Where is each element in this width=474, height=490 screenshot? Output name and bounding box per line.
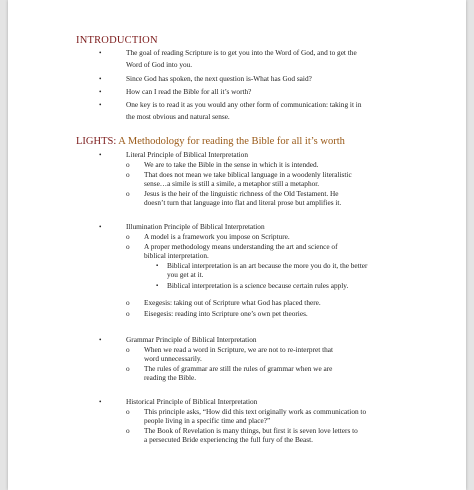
circle-marker: o — [126, 364, 130, 373]
lights-heading — [76, 136, 345, 147]
section-title-grammar: Grammar Principle of Biblical Interpretation — [126, 335, 257, 344]
circle-marker: o — [126, 160, 130, 169]
circle-marker: o — [126, 407, 130, 416]
bullet-marker: • — [99, 398, 102, 406]
circle-marker: o — [126, 242, 130, 251]
historical-item-1-line-1: This principle asks, “How did this text originally work as communication to — [144, 407, 367, 416]
illumination-subitem-1-line-2: you get at it. — [167, 270, 204, 279]
intro-bullet-4-line-2: the most obvious and natural sense. — [126, 112, 230, 121]
grammar-item-2-line-2: reading the Bible. — [144, 373, 197, 382]
bullet-marker: • — [99, 336, 102, 344]
section-title-literal: Literal Principle of Biblical Interpretation — [126, 150, 248, 159]
square-marker: ▪ — [156, 263, 159, 269]
grammar-item-2-line-1: The rules of grammar are still the rules of grammar when we are — [144, 364, 333, 373]
illumination-item-3: Exegesis: taking out of Scripture what God has placed there. — [144, 298, 321, 307]
circle-marker: o — [126, 170, 130, 179]
intro-bullet-1-line-1: The goal of reading Scripture is to get you into the Word of God, and to get the — [126, 48, 357, 57]
bullet-marker: • — [99, 101, 102, 109]
illumination-item-4: Eisegesis: reading into Scripture one’s own pet theories. — [144, 309, 308, 318]
circle-marker: o — [126, 309, 130, 318]
illumination-item-2-line-1: A proper methodology means understanding the art and science of — [144, 242, 338, 251]
literal-item-3-line-2: doesn’t turn that language into flat and literal prose but amplifies it. — [144, 198, 342, 207]
illumination-item-2-line-2: biblical interpretation. — [144, 251, 209, 260]
square-marker: ▪ — [156, 283, 159, 289]
lights-heading-subtitle: A Methodology for reading the Bible for all it’s worth — [118, 136, 345, 147]
section-title-historical: Historical Principle of Biblical Interpretation — [126, 397, 258, 406]
grammar-item-1-line-1: When we read a word in Scripture, we are not to re-interpret that — [144, 345, 334, 354]
literal-item-2-line-1: That does not mean we take biblical language in a woodenly literalistic — [144, 170, 352, 179]
intro-bullet-2: Since God has spoken, the next question is-What has God said? — [126, 74, 312, 83]
intro-bullet-4-line-1: One key is to read it as you would any other form of communication: taking it in — [126, 100, 362, 109]
circle-marker: o — [126, 189, 130, 198]
circle-marker: o — [126, 345, 130, 354]
circle-marker: o — [126, 426, 130, 435]
intro-bullet-3: How can I read the Bible for all it’s worth? — [126, 87, 252, 96]
lights-heading-prefix: LIGHTS: — [76, 136, 117, 147]
illumination-item-1: A model is a framework you impose on Scripture. — [144, 232, 290, 241]
illumination-subitem-1-line-1: Biblical interpretation is an art because the more you do it, the better — [167, 261, 368, 270]
intro-bullet-1-line-2: Word of God into you. — [126, 60, 193, 69]
historical-item-2-line-2: a persecuted Bride experiencing the full fury of the Beast. — [144, 435, 313, 444]
bullet-marker: • — [99, 49, 102, 57]
bullet-marker: • — [99, 151, 102, 159]
circle-marker: o — [126, 298, 130, 307]
historical-item-1-line-2: people living in a specific time and place?” — [144, 416, 271, 425]
historical-item-2-line-1: The Book of Revelation is many things, but first it is seven love letters to — [144, 426, 358, 435]
literal-item-1: We are to take the Bible in the sense in which it is intended. — [144, 160, 319, 169]
bullet-marker: • — [99, 88, 102, 96]
bullet-marker: • — [99, 223, 102, 231]
document-page — [8, 0, 466, 490]
literal-item-2-line-2: sense…a simile is still a simile, a metaphor still a metaphor. — [144, 179, 320, 188]
grammar-item-1-line-2: word unnecessarily. — [144, 354, 202, 363]
section-title-illumination: Illumination Principle of Biblical Interpretation — [126, 222, 265, 231]
circle-marker: o — [126, 232, 130, 241]
literal-item-3-line-1: Jesus is the heir of the linguistic richness of the Old Testament. He — [144, 189, 339, 198]
introduction-heading: INTRODUCTION — [76, 35, 158, 46]
bullet-marker: • — [99, 75, 102, 83]
illumination-subitem-2: Biblical interpretation is a science because certain rules apply. — [167, 281, 349, 290]
